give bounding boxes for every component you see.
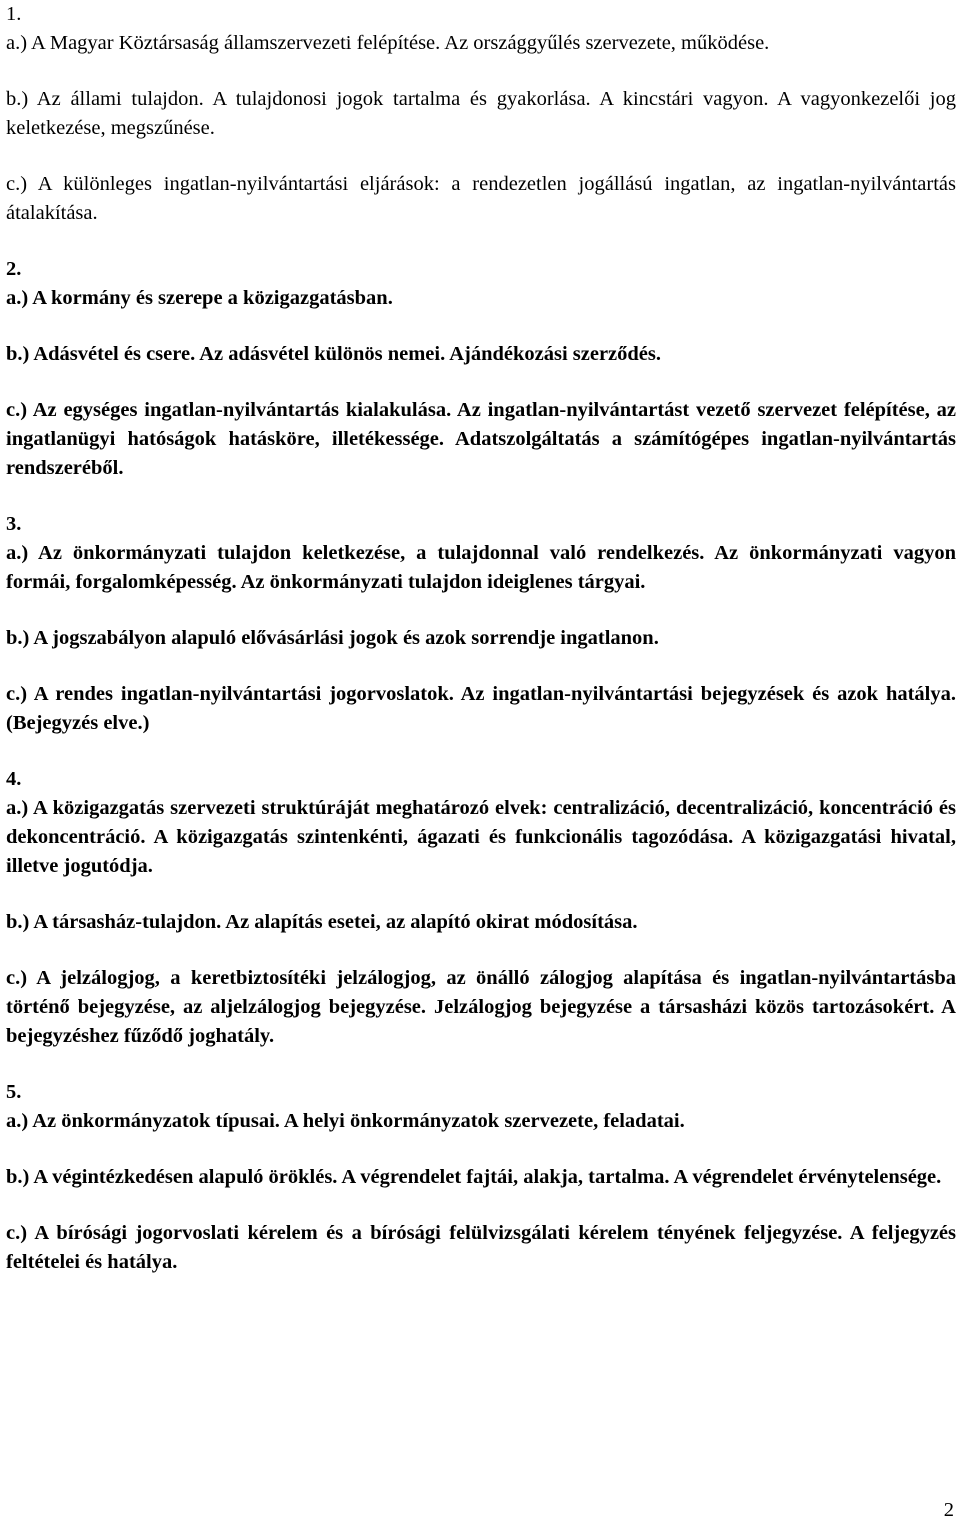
- topic-c: c.) A különleges ingatlan-nyilvántartási eljárások: a rendezetlen jogállású ingatlan, az ingatlan-nyilvántartás átalakítása.: [6, 173, 956, 224]
- topic-b: b.) A társasház-tulajdon. Az alapítás esetei, az alapító okirat módosítása.: [6, 911, 638, 933]
- topic-b: b.) Adásvétel és csere. Az adásvétel különös nemei. Ajándékozási szerződés.: [6, 343, 661, 365]
- section-number: 5.: [6, 1081, 22, 1103]
- section-number: 2.: [6, 258, 22, 280]
- topic-b: b.) A végintézkedésen alapuló öröklés. A végrendelet fajtái, alakja, tartalma. A végrendelet érvénytelensége.: [6, 1166, 942, 1188]
- topic-a: a.) A Magyar Köztársaság államszervezeti felépítése. Az országgyűlés szervezete, működése.: [6, 32, 770, 54]
- topic-b: b.) Az állami tulajdon. A tulajdonosi jogok tartalma és gyakorlása. A kincstári vagyon. A vagyonkezelői jog keletkezése, megszűnése.: [6, 88, 956, 139]
- topic-b: b.) A jogszabályon alapuló elővásárlási jogok és azok sorrendje ingatlanon.: [6, 627, 659, 649]
- topic-a: a.) A kormány és szerepe a közigazgatásban.: [6, 287, 393, 309]
- section-number: 1.: [6, 3, 22, 25]
- topic-c: c.) Az egységes ingatlan-nyilvántartás kialakulása. Az ingatlan-nyilvántartást vezető szervezet felépítése, az ingatlanügyi hatóságok hatásköre, illetékessége. Adatszolgáltatás a számítógépes ingatlan-nyilvántartás rendszeréből.: [6, 399, 956, 479]
- document-page: [6, 0, 956, 1277]
- topic-c: c.) A rendes ingatlan-nyilvántartási jogorvoslatok. Az ingatlan-nyilvántartási bejegyzések és azok hatálya. (Bejegyzés elve.): [6, 683, 956, 734]
- topic-a: a.) Az önkormányzatok típusai. A helyi önkormányzatok szervezete, feladatai.: [6, 1110, 685, 1132]
- section-3: [6, 510, 956, 738]
- page-number: 2: [943, 1499, 954, 1521]
- section-1: [6, 0, 956, 228]
- section-2: [6, 255, 956, 483]
- topic-a: a.) Az önkormányzati tulajdon keletkezése, a tulajdonnal való rendelkezés. Az önkormányzati vagyon formái, forgalomképesség. Az önkormányzati tulajdon ideiglenes tárgyai.: [6, 542, 956, 593]
- section-5: [6, 1078, 956, 1277]
- section-number: 3.: [6, 513, 22, 535]
- section-4: [6, 765, 956, 1051]
- topic-a: a.) A közigazgatás szervezeti struktúráját meghatározó elvek: centralizáció, decentralizáció, koncentráció és dekoncentráció. A közigazgatás szintenkénti, ágazati és funkcionális tagozódása. A közigazgatási hivatal, illetve jogutódja.: [6, 797, 956, 877]
- topic-c: c.) A jelzálogjog, a keretbiztosítéki jelzálogjog, az önálló zálogjog alapítása és ingatlan-nyilvántartásba történő bejegyzése, az aljelzálogjog bejegyzése. Jelzálogjog bejegyzése a társasházi közös tartozásokért. A bejegyzéshez fűződő joghatály.: [6, 967, 956, 1047]
- section-number: 4.: [6, 768, 22, 790]
- topic-c: c.) A bírósági jogorvoslati kérelem és a bírósági felülvizsgálati kérelem tényének feljegyzése. A feljegyzés feltételei és hatálya.: [6, 1222, 956, 1273]
